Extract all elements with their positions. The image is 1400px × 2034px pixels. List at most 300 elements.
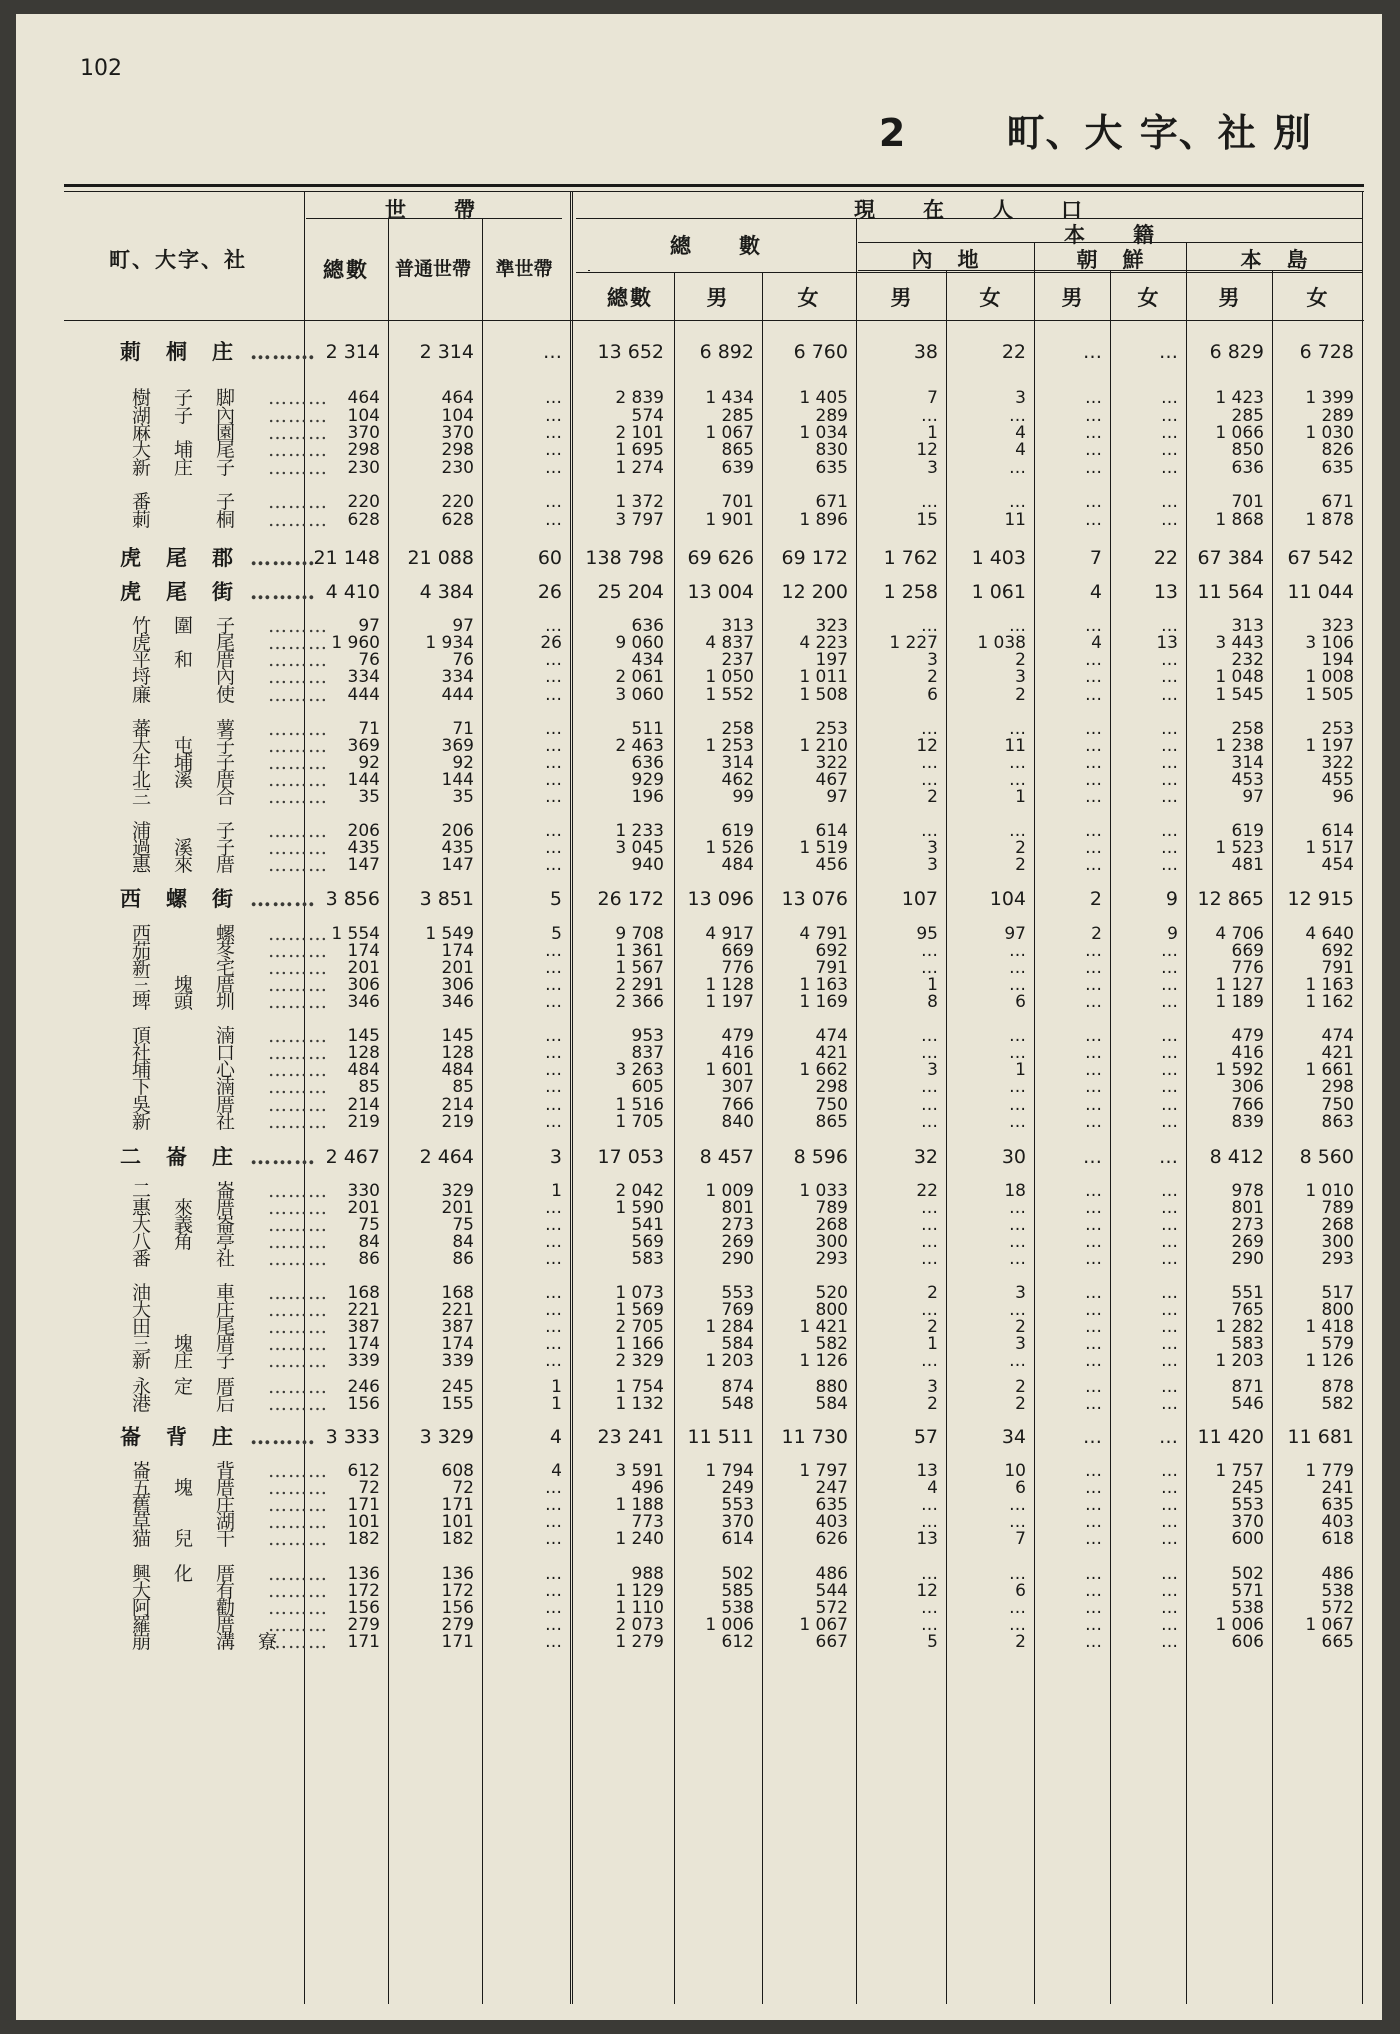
cell: 174 [441, 941, 474, 961]
cell: … [1085, 1043, 1102, 1063]
cell: … [1161, 753, 1178, 773]
cell: … [921, 1564, 938, 1584]
cell: … [1009, 958, 1026, 978]
cell: 306 [1231, 1077, 1264, 1097]
cell: 635 [1321, 458, 1354, 478]
cell: 2 [1091, 924, 1102, 944]
header-hh-total: 總數 [323, 257, 369, 282]
cell: 416 [721, 1043, 754, 1063]
header-bottom-rule [64, 320, 1364, 321]
cell: … [1161, 1615, 1178, 1635]
cell: 4 [927, 1478, 938, 1498]
cell: … [1083, 341, 1102, 363]
cell: 765 [1231, 1300, 1264, 1320]
cell: 9 708 [615, 924, 664, 944]
cell: 619 [721, 821, 754, 841]
cell: 880 [815, 1377, 848, 1397]
cell: 35 [452, 787, 474, 807]
cell: 840 [721, 1112, 754, 1132]
cell: 1 132 [615, 1394, 664, 1414]
cell: 17 053 [597, 1146, 664, 1168]
cell: 1 [927, 975, 938, 995]
cell: 769 [721, 1300, 754, 1320]
cell: … [545, 1598, 562, 1618]
cell: 3 [927, 855, 938, 875]
cell: 4 [1015, 440, 1026, 460]
cell: 279 [441, 1615, 474, 1635]
cell: 421 [815, 1043, 848, 1063]
cell: 791 [1321, 958, 1354, 978]
cell: 456 [815, 855, 848, 875]
cell: 8 [927, 992, 938, 1012]
cell: 85 [358, 1077, 380, 1097]
cell: … [545, 1300, 562, 1320]
row-name: 下 湳 ……… [132, 1076, 328, 1098]
row-name: 惠 來 厝 ……… [132, 1197, 328, 1219]
cell: 97 [1004, 924, 1026, 944]
cell: 2 [1015, 1317, 1026, 1337]
row-name: 二 崙 ……… [132, 1180, 328, 1202]
cell: 1 868 [1215, 510, 1264, 530]
cell: 1 166 [615, 1334, 664, 1354]
cell: 11 681 [1287, 1426, 1354, 1448]
cell: … [1085, 992, 1102, 1012]
cell: … [545, 719, 562, 739]
cell: 1 423 [1215, 388, 1264, 408]
cell: … [1161, 855, 1178, 875]
cell: 293 [1321, 1249, 1354, 1269]
cell: … [1085, 1249, 1102, 1269]
cell: 1 372 [615, 492, 664, 512]
cell: 11 511 [687, 1426, 754, 1448]
cell: … [1161, 406, 1178, 426]
cell: … [1161, 1300, 1178, 1320]
cell: 1 901 [705, 510, 754, 530]
cell: 403 [815, 1512, 848, 1532]
cell: 2 [1015, 1377, 1026, 1397]
cell: 97 [826, 787, 848, 807]
cell: 221 [441, 1300, 474, 1320]
cell: … [1009, 1232, 1026, 1252]
cell: 800 [1321, 1300, 1354, 1320]
cell: 1 590 [615, 1198, 664, 1218]
cell: 2 [1015, 650, 1026, 670]
cell: 766 [721, 1095, 754, 1115]
cell: 2 291 [615, 975, 664, 995]
cell: 2 101 [615, 423, 664, 443]
row-name: 過 溪 子 ……… [132, 837, 328, 859]
cell: … [545, 423, 562, 443]
cell: … [545, 1198, 562, 1218]
cell: … [1009, 458, 1026, 478]
cell: 72 [452, 1478, 474, 1498]
cell: 97 [358, 616, 380, 636]
cell: 101 [441, 1512, 474, 1532]
cell: … [1161, 1198, 1178, 1218]
header-hh-normal: 普通世帶 [394, 258, 471, 280]
cell: 1 754 [615, 1377, 664, 1397]
cell: … [921, 1512, 938, 1532]
cell: 2 463 [615, 736, 664, 756]
cell: 569 [631, 1232, 664, 1252]
cell: 1 [1015, 1060, 1026, 1080]
cell: … [1161, 838, 1178, 858]
cell: … [545, 616, 562, 636]
cell: 4 706 [1215, 924, 1264, 944]
header-naichi-female: 女 [979, 285, 1003, 310]
cell: 1 [551, 1394, 562, 1414]
cell: 584 [815, 1394, 848, 1414]
cell: … [921, 406, 938, 426]
cell: 219 [441, 1112, 474, 1132]
cell: … [543, 341, 562, 363]
cell: 273 [1231, 1215, 1264, 1235]
cell: 156 [441, 1598, 474, 1618]
cell: 171 [347, 1632, 380, 1652]
cell: … [921, 1026, 938, 1046]
cell: 2 [927, 667, 938, 687]
cell: 671 [1321, 492, 1354, 512]
row-name: 興 化 厝 ……… [132, 1563, 328, 1585]
row-name: 羅 厝 ……… [132, 1614, 328, 1636]
cell: … [1161, 992, 1178, 1012]
cell: 1 279 [615, 1632, 664, 1652]
cell: 3 [1015, 1334, 1026, 1354]
cell: 72 [358, 1478, 380, 1498]
cell: … [921, 958, 938, 978]
row-name: 牛 埔 子 ……… [132, 752, 328, 774]
cell: 791 [815, 958, 848, 978]
cell: 92 [452, 753, 474, 773]
cell: 128 [441, 1043, 474, 1063]
cell: 1 163 [1305, 975, 1354, 995]
cell: 201 [441, 958, 474, 978]
cell: 1 048 [1215, 667, 1264, 687]
cell: 197 [815, 650, 848, 670]
cell: 1 067 [1305, 1615, 1354, 1635]
cell: 145 [441, 1026, 474, 1046]
cell: 8 596 [793, 1146, 848, 1168]
cell: 551 [1231, 1283, 1264, 1303]
cell: … [1161, 719, 1178, 739]
cell: 86 [452, 1249, 474, 1269]
cell: 421 [1321, 1043, 1354, 1063]
cell: 1 240 [615, 1529, 664, 1549]
cell: … [1009, 770, 1026, 790]
cell: … [1009, 1351, 1026, 1371]
cell: 245 [1231, 1478, 1264, 1498]
cell: 2 073 [615, 1615, 664, 1635]
cell: 26 [540, 633, 562, 653]
cell: 1 128 [705, 975, 754, 995]
row-name: 頂 湳 ……… [132, 1025, 328, 1047]
cell: … [545, 1334, 562, 1354]
cell: 307 [721, 1077, 754, 1097]
cell: … [545, 958, 562, 978]
cell: … [545, 1043, 562, 1063]
cell: 237 [721, 650, 754, 670]
cell: … [1161, 1478, 1178, 1498]
cell: 1 253 [705, 736, 754, 756]
cell: 174 [441, 1334, 474, 1354]
row-name: 大 義 崙 ……… [132, 1214, 328, 1236]
cell: … [545, 492, 562, 512]
cell: … [545, 1564, 562, 1584]
cell: 13 652 [597, 341, 664, 363]
cell: … [921, 753, 938, 773]
cell: 298 [347, 440, 380, 460]
cell: 300 [815, 1232, 848, 1252]
cell: 370 [441, 423, 474, 443]
cell: 776 [1231, 958, 1264, 978]
cell: 929 [631, 770, 664, 790]
cell: 253 [1321, 719, 1354, 739]
cell: 1 567 [615, 958, 664, 978]
cell: … [921, 1300, 938, 1320]
cell: 1 073 [615, 1283, 664, 1303]
cell: 1 033 [799, 1181, 848, 1201]
header-total: 總 數 [670, 233, 762, 258]
cell: … [545, 1095, 562, 1115]
cell: 636 [631, 753, 664, 773]
cell: 1 779 [1305, 1461, 1354, 1481]
row-name: 吳 厝 ……… [132, 1094, 328, 1116]
cell: 6 829 [1209, 341, 1264, 363]
cell: 2 467 [325, 1146, 380, 1168]
cell: 67 542 [1287, 547, 1354, 569]
cell: … [1161, 1077, 1178, 1097]
cell: … [1085, 821, 1102, 841]
cell: … [545, 1512, 562, 1532]
row-name: 茄 苳 ……… [132, 940, 328, 962]
cell: … [1085, 685, 1102, 705]
cell: 306 [441, 975, 474, 995]
cell: … [921, 1077, 938, 1097]
cell: 57 [913, 1426, 938, 1448]
cell: … [1085, 1598, 1102, 1618]
cell: 801 [721, 1198, 754, 1218]
cell: 172 [347, 1581, 380, 1601]
cell: 246 [347, 1377, 380, 1397]
cell: 285 [1231, 406, 1264, 426]
cell: 635 [1321, 1495, 1354, 1515]
cell: 1 189 [1215, 992, 1264, 1012]
cell: 76 [452, 650, 474, 670]
cell: … [1009, 1495, 1026, 1515]
cell: 144 [441, 770, 474, 790]
cell: 635 [815, 458, 848, 478]
header-hh-quasi: 準世帶 [495, 258, 553, 280]
cell: 2 314 [325, 341, 380, 363]
cell: … [1085, 423, 1102, 443]
cell: 2 329 [615, 1351, 664, 1371]
cell: 22 [1153, 547, 1178, 569]
row-name: 五 塊 厝 ……… [132, 1477, 328, 1499]
cell: … [545, 406, 562, 426]
cell: … [1161, 1215, 1178, 1235]
cell: 669 [1231, 941, 1264, 961]
cell: … [1085, 1632, 1102, 1652]
row-name: 八 角 亭 ……… [132, 1231, 328, 1253]
cell: 128 [347, 1043, 380, 1063]
cell: 156 [347, 1598, 380, 1618]
cell: 1 [927, 1334, 938, 1354]
cell: … [921, 821, 938, 841]
cell: … [1009, 1043, 1026, 1063]
cell: 1 516 [615, 1095, 664, 1115]
cell: … [1009, 821, 1026, 841]
cell: 486 [815, 1564, 848, 1584]
cell: 10 [1004, 1461, 1026, 1481]
cell: 322 [1321, 753, 1354, 773]
cell: 1 066 [1215, 423, 1264, 443]
cell: … [1009, 1095, 1026, 1115]
cell: 1 008 [1305, 667, 1354, 687]
cell: 435 [441, 838, 474, 858]
cell: … [921, 1615, 938, 1635]
cell: 144 [347, 770, 380, 790]
cell: … [1161, 492, 1178, 512]
cell: 1 050 [705, 667, 754, 687]
cell: … [545, 1249, 562, 1269]
cell: … [1009, 1598, 1026, 1618]
cell: 3 333 [325, 1426, 380, 1448]
cell: 434 [631, 650, 664, 670]
cell: … [545, 1478, 562, 1498]
cell: 370 [347, 423, 380, 443]
row-name: 崙 背 庄 ……… [120, 1426, 316, 1448]
cell: 334 [347, 667, 380, 687]
cell: 850 [1231, 440, 1264, 460]
cell: 1 061 [971, 581, 1026, 603]
cell: … [1161, 616, 1178, 636]
cell: 11 044 [1287, 581, 1354, 603]
cell: … [1009, 1564, 1026, 1584]
cell: … [1085, 1461, 1102, 1481]
row-name: 新 庄 子 ……… [132, 1350, 328, 1372]
cell: 4 384 [419, 581, 474, 603]
cell: 84 [452, 1232, 474, 1252]
cell: 2 [1015, 1394, 1026, 1414]
cell: 258 [721, 719, 754, 739]
row-name: 新 庄 子 ……… [132, 457, 328, 479]
cell: 502 [1231, 1564, 1264, 1584]
cell: 583 [1231, 1334, 1264, 1354]
cell: 582 [1321, 1394, 1354, 1414]
cell: 293 [815, 1249, 848, 1269]
cell: 104 [441, 406, 474, 426]
cell: 1 009 [705, 1181, 754, 1201]
cell: 2 366 [615, 992, 664, 1012]
cell: 636 [631, 616, 664, 636]
cell: … [921, 616, 938, 636]
cell: 1 067 [705, 423, 754, 443]
cell: 953 [631, 1026, 664, 1046]
cell: 701 [1231, 492, 1264, 512]
row-name: 竹 圍 子 ……… [132, 615, 328, 637]
cell: 553 [721, 1495, 754, 1515]
cell: 15 [916, 510, 938, 530]
cell: … [1085, 458, 1102, 478]
cell: 800 [815, 1300, 848, 1320]
cell: 174 [347, 941, 380, 961]
cell: 538 [721, 1598, 754, 1618]
cell: 7 [1089, 547, 1102, 569]
cell: 3 106 [1305, 633, 1354, 653]
cell: … [1161, 1334, 1178, 1354]
cell: 182 [441, 1529, 474, 1549]
cell: 3 856 [325, 888, 380, 910]
row-name: 田 尾 ……… [132, 1316, 328, 1338]
row-name: 莿 桐 庄 ……… [120, 341, 316, 363]
cell: 221 [347, 1300, 380, 1320]
cell: 219 [347, 1112, 380, 1132]
cell: … [1009, 1215, 1026, 1235]
cell: … [921, 941, 938, 961]
cell: … [1085, 1581, 1102, 1601]
cell: 13 [916, 1529, 938, 1549]
cell: … [545, 1077, 562, 1097]
cell: 323 [1321, 616, 1354, 636]
cell: 1 197 [1305, 736, 1354, 756]
cell: 6 892 [699, 341, 754, 363]
cell: … [921, 1495, 938, 1515]
cell: 22 [916, 1181, 938, 1201]
cell: 314 [721, 753, 754, 773]
cell: 172 [441, 1581, 474, 1601]
cell: 1 878 [1305, 510, 1354, 530]
cell: 4 [1091, 633, 1102, 653]
cell: 35 [358, 787, 380, 807]
cell: 206 [441, 821, 474, 841]
cell: 1 126 [799, 1351, 848, 1371]
cell: … [1161, 1181, 1178, 1201]
cell: 147 [441, 855, 474, 875]
cell: 13 [1156, 633, 1178, 653]
cell: 201 [347, 958, 380, 978]
cell: 1 [1015, 787, 1026, 807]
cell: 692 [1321, 941, 1354, 961]
cell: 3 [1015, 388, 1026, 408]
cell: 2 314 [419, 341, 474, 363]
cell: … [921, 1095, 938, 1115]
cell: 194 [1321, 650, 1354, 670]
cell: 370 [1231, 1512, 1264, 1532]
cell: … [1161, 1394, 1178, 1414]
cell: … [1161, 941, 1178, 961]
table-number: 2 [878, 111, 907, 155]
cell: 306 [347, 975, 380, 995]
cell: 801 [1231, 1198, 1264, 1218]
cell: … [1161, 1026, 1178, 1046]
cell: 626 [815, 1529, 848, 1549]
cell: 3 045 [615, 838, 664, 858]
cell: 865 [721, 440, 754, 460]
cell: 1 523 [1215, 838, 1264, 858]
cell: … [545, 685, 562, 705]
cell: 553 [721, 1283, 754, 1303]
cell: 1 505 [1305, 685, 1354, 705]
row-name: 莿 桐 ……… [132, 509, 328, 531]
cell: 214 [347, 1095, 380, 1115]
cell: 4 [1089, 581, 1102, 603]
cell: 2 839 [615, 388, 664, 408]
cell: … [1009, 616, 1026, 636]
cell: 5 [927, 1632, 938, 1652]
cell: 3 [1015, 1283, 1026, 1303]
cell: 370 [721, 1512, 754, 1532]
cell: … [921, 1598, 938, 1618]
